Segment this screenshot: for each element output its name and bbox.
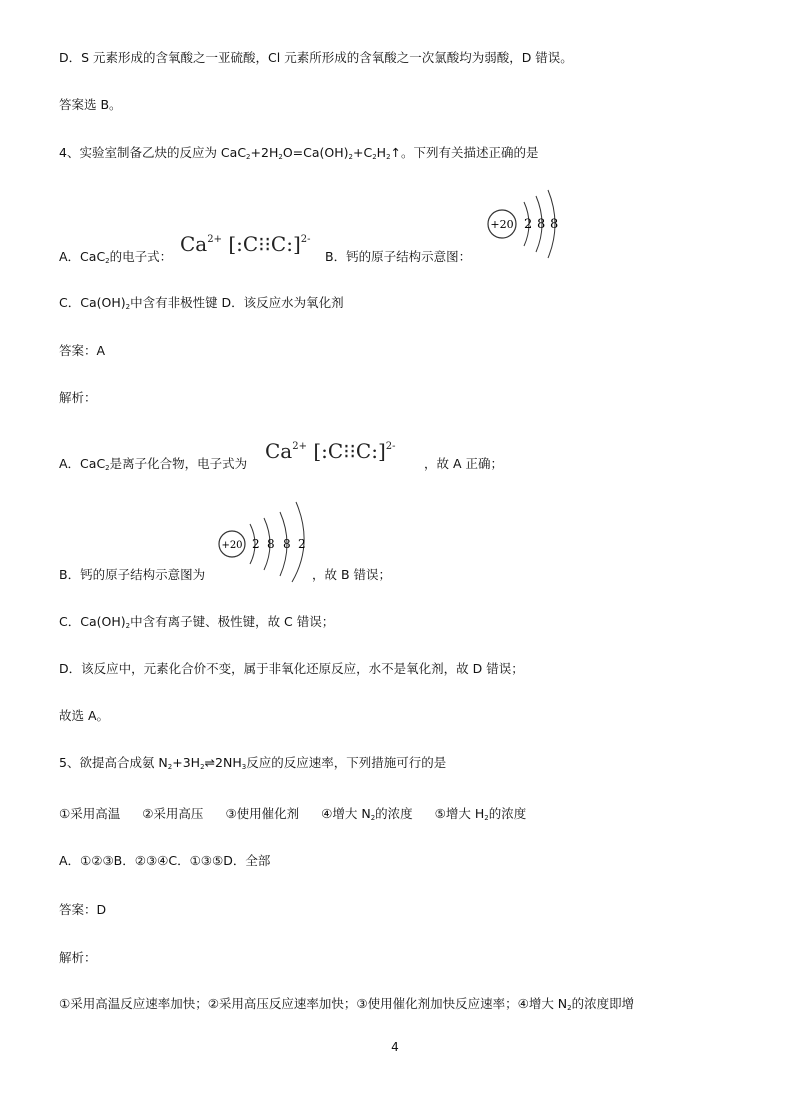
- question-5-measures: ①采用高温 ②采用高压 ③使用催化剂 ④增大 $N_2$的浓度 ⑤增大 $H_2$的浓度: [59, 806, 527, 822]
- electron-formula: $Ca^{2+}$ [:C⁝⁝C:]$^{2-}$: [265, 439, 396, 463]
- svg-text:2: 2: [252, 537, 260, 551]
- explanation-b-suffix: ，故 B 错误；: [312, 567, 392, 582]
- svg-text:8: 8: [550, 217, 559, 232]
- explanation-a: A．CaC$_2$是离子化合物，电子式为: [59, 456, 248, 472]
- question-4-option-a: A．CaC$_2$的电子式：: [59, 249, 173, 265]
- analysis-label: 解析：: [59, 390, 97, 405]
- explanation-a-suffix: ，故 A 正确；: [424, 456, 503, 471]
- question-5-explanation: ①采用高温反应速率加快；②采用高压反应速率加快；③使用催化剂加快反应速率；④增大 $N_2$的浓度即增: [59, 996, 635, 1012]
- answer: 答案：D: [59, 902, 107, 917]
- text-line: D．S 元素形成的含氧酸之一亚硫酸，Cl 元素所形成的含氧酸之一次氯酸均为弱酸，D 错误。: [59, 50, 573, 65]
- electron-formula: $Ca^{2+}$ [:C⁝⁝C:]$^{2-}$: [180, 232, 311, 256]
- explanation-c: C．$Ca(OH)_2$中含有离子键、极性键，故 C 错误；: [59, 614, 335, 630]
- question-4-option-c: C．$Ca(OH)_2$中含有非极性键 D．该反应水为氧化剂: [59, 295, 344, 311]
- question-5-options: A．①②③B．②③④C．①③⑤D．全部: [59, 853, 271, 868]
- text-line: 答案选 B。: [59, 97, 122, 112]
- svg-text:8: 8: [267, 537, 275, 551]
- calcium-atom-diagram: [218, 498, 318, 586]
- svg-text:8: 8: [283, 537, 291, 551]
- page-number: 4: [391, 1040, 399, 1054]
- analysis-label: 解析：: [59, 950, 97, 965]
- explanation-d: D．该反应中，元素化合价不变，属于非氧化还原反应，水不是氧化剂，故 D 错误；: [59, 661, 524, 676]
- svg-text:+20: +20: [490, 218, 514, 231]
- svg-text:8: 8: [537, 217, 546, 232]
- conclusion: 故选 A。: [59, 708, 110, 723]
- svg-text:2: 2: [298, 537, 306, 551]
- question-4-stem: 4、实验室制备乙炔的反应为 $CaC_2+2H_2O=Ca(OH)_2+C_2H_2↑$。下列有关描述正确的是: [59, 145, 539, 161]
- svg-text:+20: +20: [221, 540, 243, 551]
- svg-text:2: 2: [524, 217, 533, 232]
- explanation-b: B．钙的原子结构示意图为: [59, 567, 206, 582]
- answer: 答案：A: [59, 343, 106, 358]
- question-5-stem: 5、欲提高合成氨 $N_2+3H_2\rightleftharpoons 2NH_3$反应的反应速率，下列措施可行的是: [59, 755, 447, 771]
- calcium-atom-diagram: [484, 186, 564, 262]
- question-4-option-b: B．钙的原子结构示意图：: [325, 249, 472, 264]
